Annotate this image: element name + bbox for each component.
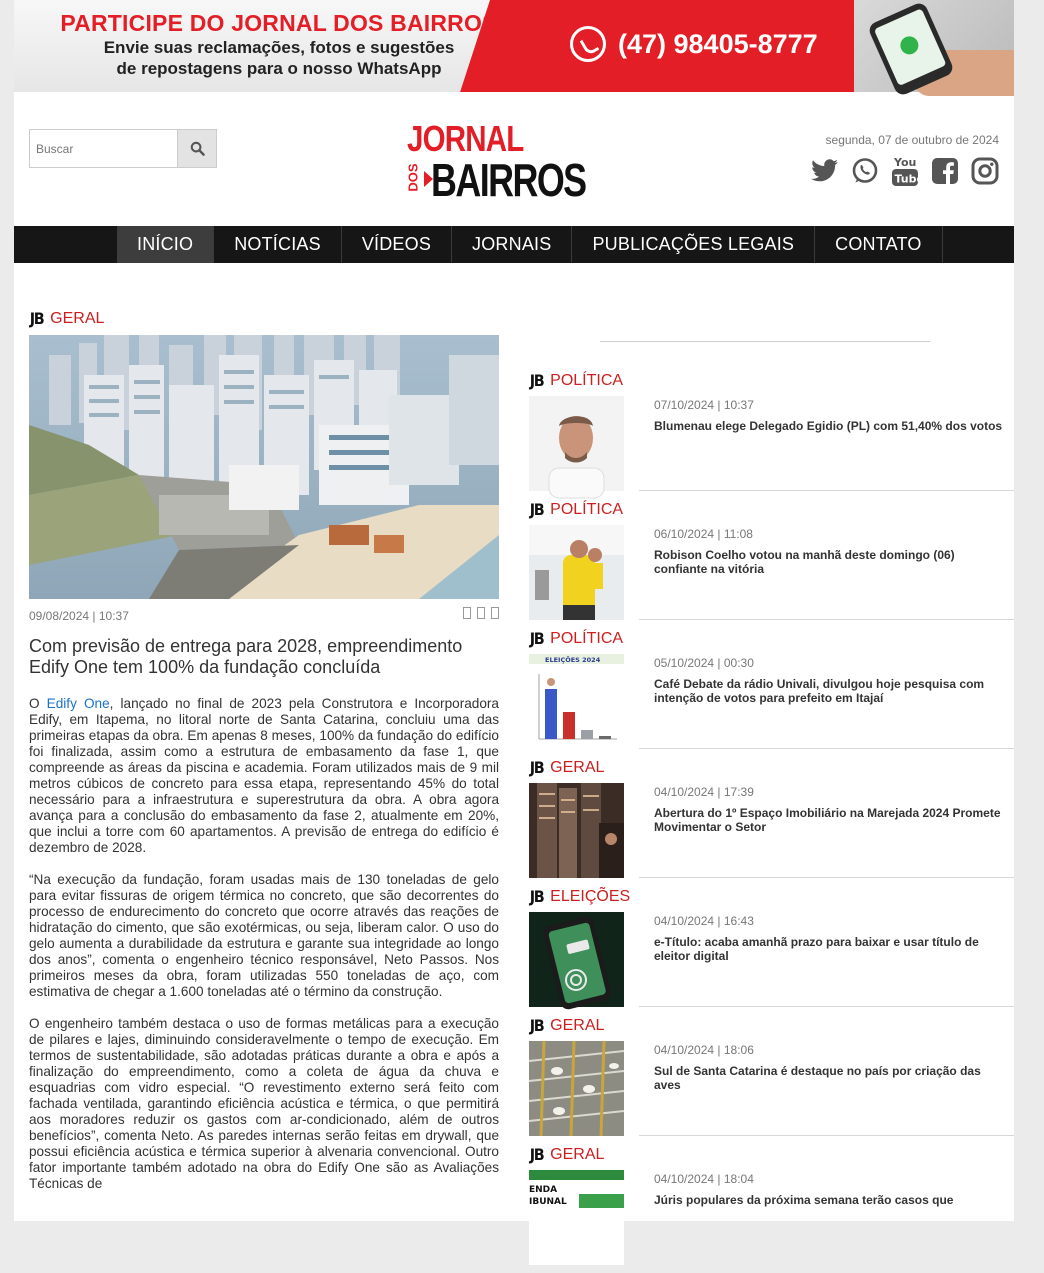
page <box>14 0 1014 1221</box>
news-thumbnail[interactable] <box>529 525 624 620</box>
news-category[interactable] <box>529 758 604 777</box>
list-item <box>529 757 1014 886</box>
main-article-category[interactable] <box>29 309 104 328</box>
current-date: segunda, 07 de outubro de 2024 <box>825 133 999 147</box>
news-date: 07/10/2024 | 10:37 <box>654 398 754 412</box>
jb-logo-icon: JB <box>529 1016 544 1035</box>
banner-title: PARTICIPE DO JORNAL DOS BAIRROS <box>60 10 498 36</box>
item-divider <box>639 748 1014 749</box>
news-thumbnail[interactable] <box>529 654 624 749</box>
news-title[interactable]: Café Debate da rádio Univali, divulgou hoje pesquisa com intenção de votos para prefeito em Itajaí <box>654 677 985 705</box>
logo-jornal: JORNAL <box>407 118 524 159</box>
news-thumbnail[interactable] <box>529 1041 624 1136</box>
svg-text:Tube: Tube <box>894 172 924 186</box>
news-title[interactable]: Júris populares da próxima semana terão casos que <box>654 1193 954 1207</box>
youtube-icon[interactable] <box>891 156 924 186</box>
list-item <box>529 1144 1014 1273</box>
news-thumbnail[interactable] <box>529 396 624 491</box>
main-article-image[interactable] <box>29 335 499 599</box>
whatsapp-icon[interactable] <box>851 156 879 186</box>
search-icon <box>190 141 205 156</box>
item-divider <box>639 490 1014 491</box>
article-paragraph-1 <box>29 696 499 856</box>
list-item <box>529 886 1014 1015</box>
item-divider <box>639 1006 1014 1007</box>
instagram-icon[interactable] <box>971 156 999 186</box>
twitter-icon[interactable] <box>811 156 839 186</box>
list-item <box>529 370 1014 499</box>
edify-one-link[interactable]: Edify One <box>46 696 110 711</box>
news-category[interactable] <box>529 1016 604 1035</box>
nav-item-inicio[interactable]: INÍCIO <box>117 226 214 263</box>
category-label: GERAL <box>550 758 605 776</box>
facebook-icon[interactable] <box>931 156 959 186</box>
banner-line-1: Envie suas reclamações, fotos e sugestões <box>103 38 455 57</box>
social-links <box>811 156 999 186</box>
nav-items <box>117 226 943 263</box>
article-paragraph-3: O engenheiro também destaca o uso de formas metálicas para a execução de pilares e lajes, diminuindo consideravelmente o tempo de execução. Em termos de sustentabilidade, são adotadas práticas durante a obra e após a finalização do empreendimento, como a coleta de água da chuva e esquadrias com vidro especial. “O revestimento externo será feito com fachada ventilada, garantindo eficiência acústica e térmica, o que permitirá aos moradores reduzir os gastos com ar-condicionado, além de outros benefícios”, comenta Neto. As paredes internas serão feitas em drywall, que possui eficiência acústica e térmica superior à alvenaria convencional. Outro fator importante também adotado na obra do Edify One são as Avaliações Técnicas de <box>29 1016 499 1191</box>
nav-item-videos[interactable]: VÍDEOS <box>342 226 452 263</box>
search-form <box>29 129 217 168</box>
news-title[interactable]: Blumenau elege Delegado Egidio (PL) com 51,40% dos votos <box>654 419 1003 433</box>
jb-logo-icon: JB <box>529 1145 544 1164</box>
logo-dos: DOS <box>405 163 421 192</box>
main-nav <box>14 226 1014 263</box>
share-icon-1[interactable] <box>463 607 471 619</box>
sidebar-news-list <box>529 370 1014 1273</box>
item-divider <box>639 877 1014 878</box>
news-category[interactable] <box>529 371 623 390</box>
news-date: 04/10/2024 | 16:43 <box>654 914 754 928</box>
share-icon-2[interactable] <box>477 607 485 619</box>
news-category[interactable] <box>529 1145 604 1164</box>
paragraph-text: , lançado no final de 2023 pela Construtora e Incorporadora Edify, em Itapema, no litoral norte de Santa Catarina, concluiu uma das primeiras etapas da obra. Em apenas 8 meses, 100% da fundação do edifício foi finalizada, assim como a estrutura de embasamento da fase 1, que compreende as áreas da piscina e academia. Foram utilizados mais de 9 mil metros cúbicos de concreto para essa etapa, representando 45% do total necessário para a infraestrutura e superestrutura da obra. A obra agora avança para a conclusão do embasamento da fase 2, atualmente em 20%, que inclui a torre com 60 apartamentos. A previsão de entrega do edifício é dezembro de 2028. <box>29 696 499 855</box>
main-article-date: 09/08/2024 | 10:37 <box>29 609 129 623</box>
category-label: POLÍTICA <box>550 371 624 389</box>
thumbnail-text: IBUNAL <box>529 1197 567 1207</box>
nav-item-publicacoes-legais[interactable]: PUBLICAÇÕES LEGAIS <box>572 226 815 263</box>
whatsapp-banner[interactable] <box>14 0 1014 92</box>
nav-item-noticias[interactable]: NOTÍCIAS <box>214 226 342 263</box>
search-input[interactable] <box>30 130 177 167</box>
category-label: GERAL <box>550 1016 605 1034</box>
news-category[interactable] <box>529 629 623 648</box>
news-title[interactable]: e-Título: acaba amanhã prazo para baixar e usar título de eleitor digital <box>654 935 979 963</box>
news-title[interactable]: Robison Coelho votou na manhã deste domingo (06) confiante na vitória <box>654 548 955 576</box>
main-article-body <box>29 696 499 1208</box>
svg-text:You: You <box>894 156 917 169</box>
category-label: ELEIÇÕES <box>550 887 631 905</box>
jb-logo-icon: JB <box>529 758 544 777</box>
category-label: POLÍTICA <box>550 500 624 518</box>
news-thumbnail[interactable] <box>529 1170 624 1265</box>
paragraph-text: O <box>29 696 47 711</box>
jb-logo-icon: JB <box>529 500 544 519</box>
news-date: 04/10/2024 | 17:39 <box>654 785 754 799</box>
jb-logo-icon: JB <box>529 371 544 390</box>
sidebar-divider <box>600 341 930 342</box>
banner-phone <box>570 26 818 62</box>
item-divider <box>639 619 1014 620</box>
thumbnail-text: ENDA <box>529 1185 558 1195</box>
list-item <box>529 628 1014 757</box>
news-date: 05/10/2024 | 00:30 <box>654 656 754 670</box>
news-thumbnail[interactable] <box>529 912 624 1007</box>
category-label: GERAL <box>50 309 105 327</box>
nav-item-contato[interactable]: CONTATO <box>815 226 942 263</box>
category-label: POLÍTICA <box>550 629 624 647</box>
search-button[interactable] <box>177 130 216 167</box>
jb-logo-icon: JB <box>529 629 544 648</box>
jb-logo-icon: JB <box>29 309 44 328</box>
news-date: 04/10/2024 | 18:04 <box>654 1172 754 1186</box>
nav-item-jornais[interactable]: JORNAIS <box>452 226 572 263</box>
main-article-title[interactable]: Com previsão de entrega para 2028, empreendimento Edify One tem 100% da fundação concluída <box>29 636 463 677</box>
thumbnail-text: ELEIÇÕES 2024 <box>545 656 601 664</box>
news-category[interactable] <box>529 887 630 906</box>
news-date: 06/10/2024 | 11:08 <box>654 527 753 541</box>
news-category[interactable] <box>529 500 623 519</box>
banner-line-2: de repostagens para o nosso WhatsApp <box>116 59 442 78</box>
category-label: GERAL <box>550 1145 605 1163</box>
share-icons <box>463 607 499 619</box>
news-title[interactable]: Abertura do 1º Espaço Imobiliário na Marejada 2024 Promete Movimentar o Setor <box>654 806 1001 834</box>
site-logo[interactable] <box>405 118 622 206</box>
jb-logo-icon: JB <box>529 887 544 906</box>
logo-bairros: BAIRROS <box>431 154 586 206</box>
whatsapp-icon <box>570 26 606 62</box>
list-item <box>529 1015 1014 1144</box>
list-item <box>529 499 1014 628</box>
article-paragraph-2: “Na execução da fundação, foram usadas mais de 130 toneladas de gelo para evitar fissuras de origem térmica no concreto, que são decorrentes do processo de endurecimento do concreto que ocorre através das reações de hidratação do cimento, que são exotérmicas, ou seja, liberam calor. O uso do gelo aumenta a durabilidade da estrutura e garante sua integridade ao longo dos anos”, comenta o engenheiro técnico responsável, Neto Passos. Nos primeiros meses da obra, foram utilizadas 550 toneladas de aço, com estimativa de chegar a 1.600 toneladas até o término da construção. <box>29 872 499 999</box>
item-divider <box>639 1135 1014 1136</box>
news-thumbnail[interactable] <box>529 783 624 878</box>
banner-phone-number: (47) 98405-8777 <box>618 28 818 59</box>
share-icon-3[interactable] <box>491 607 499 619</box>
news-title[interactable]: Sul de Santa Catarina é destaque no país por criação das aves <box>654 1064 981 1092</box>
news-date: 04/10/2024 | 18:06 <box>654 1043 754 1057</box>
